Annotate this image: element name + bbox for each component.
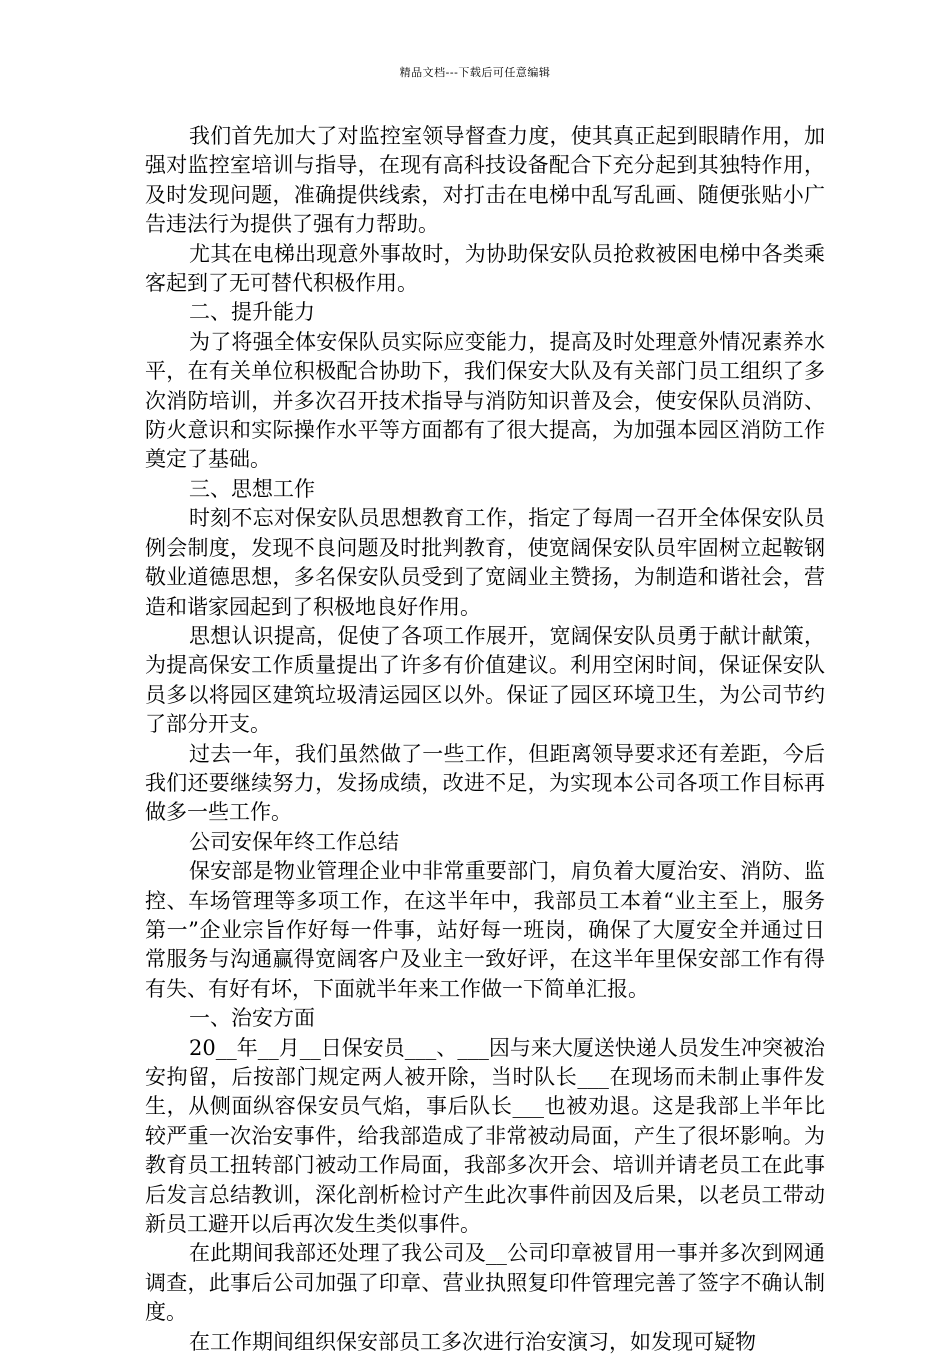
document-subtitle: 公司安保年终工作总结 [189, 829, 399, 854]
document-body [145, 122, 825, 1357]
paragraph-security-drill: 在工作期间组织保安部员工多次进行治安演习，如发现可疑物 [189, 1329, 756, 1354]
page-header: 精品文档---下载后可任意编辑 [399, 66, 551, 79]
section-heading-public-security: 一、治安方面 [189, 1006, 315, 1031]
paragraph-elevator-accident: 尤其在电梯出现意外事故时，为协助保安队员抢救被困电梯中各类乘客起到了无可替代积极作用。 [145, 241, 825, 296]
section-heading-ideology-work: 三、思想工作 [189, 476, 315, 501]
paragraph-suggestions: 思想认识提高，促使了各项工作展开，宽阔保安队员勇于献计献策，为提高保安工作质量提出了许多有价值建议。利用空闲时间，保证保安队员多以将园区建筑垃圾清运园区以外。保证了园区环境卫生，为公司节约了部分开支。 [145, 623, 825, 737]
paragraph-security-incident: 20__年__月__日保安员___、___因与来大厦送快递人员发生冲突被治安拘留，后按部门规定两人被开除，当时队长___在现场而未制止事件发生，从侧面纵容保安员气焰，事后队长___也被劝退。这是我部上半年比较严重一次治安事件，给我部造成了非常被动局面，产生了很坏影响。为教育员工扭转部门被动工作局面，我部多次开会、培训并请老员工在此事后发言总结教训，深化剖析检讨产生此次事件前因及后果，以老员工带动新员工避开以后再次发生类似事件。 [145, 1035, 825, 1237]
paragraph-ideology-education: 时刻不忘对保安队员思想教育工作，指定了每周一召开全体保安队员例会制度，发现不良问题及时批判教育，使宽阔保安队员牢固树立起鞍钢敬业道德思想，多名保安队员受到了宽阔业主赞扬，为制造和谐社会，营造和谐家园起到了积极地良好作用。 [145, 506, 825, 619]
paragraph-past-year: 过去一年，我们虽然做了一些工作，但距离领导要求还有差距，今后我们还要继续努力，发扬成绩，改进不足，为实现本公司各项工作目标再做多一些工作。 [145, 741, 825, 825]
section-heading-improve-ability: 二、提升能力 [189, 300, 315, 325]
paragraph-seal-misuse: 在此期间我部还处理了我公司及__公司印章被冒用一事并多次到网通调查，此事后公司加强了印章、营业执照复印件管理完善了签字不确认制度。 [145, 1241, 825, 1325]
paragraph-monitoring-room: 我们首先加大了对监控室领导督查力度，使其真正起到眼睛作用，加强对监控室培训与指导，在现有高科技设备配合下充分起到其独特作用，及时发现问题，准确提供线索，对打击在电梯中乱写乱画、随便张贴小广告违法行为提供了强有力帮助。 [145, 124, 825, 237]
paragraph-security-department: 保安部是物业管理企业中非常重要部门，肩负着大厦治安、消防、监控、车场管理等多项工作，在这半年中，我部员工本着“业主至上，服务第一”企业宗旨作好每一件事，站好每一班岗，确保了大厦安全并通过日常服务与沟通赢得宽阔客户及业主一致好评，在这半年里保安部工作有得有失、有好有坏，下面就半年来工作做一下简单汇报。 [145, 859, 825, 1001]
paragraph-fire-training: 为了将强全体安保队员实际应变能力，提高及时处理意外情况素养水平，在有关单位积极配合协助下，我们保安大队及有关部门员工组织了多次消防培训，并多次召开技术指导与消防知识普及会，使安保队员消防、防火意识和实际操作水平等方面都有了很大提高，为加强本园区消防工作奠定了基础。 [145, 329, 825, 472]
